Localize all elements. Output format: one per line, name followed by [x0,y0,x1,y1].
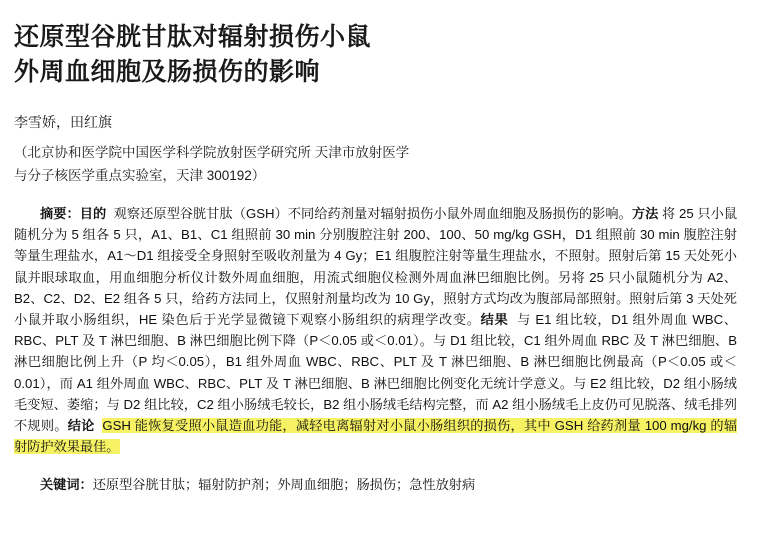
affiliation-line-2: 与分子核医学重点实验室，天津 300192） [14,168,266,183]
conclusion-text: GSH 能恢复受照小鼠造血功能，减轻电离辐射对小鼠小肠组织的损伤，其中 GSH 给药剂量 100 mg/kg 的辐射防护效果最佳。 [14,418,738,455]
abstract-paragraph [14,203,737,457]
conclusion-label: 结论 [67,418,95,434]
methods-text: 将 25 只小鼠随机分为 5 组各 5 只，A1、B1、C1 组照前 30 min 分别腹腔注射 200、100、50 mg/kg GSH，D1 组照前 30 min 腹腔注射等量生理盐水，A1～D1 组接受全身照射至吸收剂量为 4 Gy；E1 组腹腔注射等量生理盐水，不照射。照射后第 15 天处死小鼠并眼球取血，用血细胞分析仪计数外周血细胞，用流式细胞仪检测外周血淋巴细胞比例。另将 25 只小鼠随机分为 A2、B2、C2、D2、E2 组各 5 只，给药方法同上，仅照射剂量均改为 10 Gy，照射方式均改为腹部局部照射。照射后第 3 天处死小鼠并取小肠组织，HE 染色后于光学显微镜下观察小肠组织的病理学改变。 [14,206,738,328]
abstract-label: 摘要： [40,206,80,221]
objective-text: 观察还原型谷胱甘肽（GSH）不同给药剂量对辐射损伤小鼠外周血细胞及肠损伤的影响。 [113,206,632,221]
methods-label: 方法 [631,206,659,221]
page-title [14,20,741,90]
results-label: 结果 [480,312,509,328]
keywords-label: 关键词： [40,477,93,493]
keywords-block [14,474,741,495]
objective-label: 目的 [79,206,107,221]
affiliation [14,141,741,187]
title-line-2: 外周血细胞及肠损伤的影响 [14,58,321,86]
abstract-block [14,203,741,457]
title-line-1: 还原型谷胱甘肽对辐射损伤小鼠 [14,23,372,51]
authors: 李雪娇，田红旗 [14,114,112,130]
keywords-text: 还原型谷胱甘肽；辐射防护剂；外周血细胞；肠损伤；急性放射病 [92,477,476,493]
affiliation-line-1: （北京协和医学院中国医学科学院放射医学研究所 天津市放射医学 [14,145,410,160]
results-text: 与 E1 组比较，D1 组外周血 WBC、RBC、PLT 及 T 淋巴细胞、B 淋巴细胞比例下降（P＜0.05 或＜0.01）。与 D1 组比较，C1 组外周血 RBC 及 T 淋巴细胞、B 淋巴细胞比例上升（P 均＜0.05），B1 组外周血 WBC、RBC、PLT 及 T 淋巴细胞、B 淋巴细胞比例最高（P＜0.05 或＜0.01），而 A1 组外周血 WBC、RBC、PLT 及 T 淋巴细胞、B 淋巴细胞比例变化无统计学意义。与 E2 组比较，D2 组小肠绒毛变短、萎缩；与 D2 组比较，C2 组小肠绒毛较长，B2 组小肠绒毛结构完整，而 A2 组小肠绒毛上皮仍可见脱落、绒毛排列不规则。 [14,312,737,434]
